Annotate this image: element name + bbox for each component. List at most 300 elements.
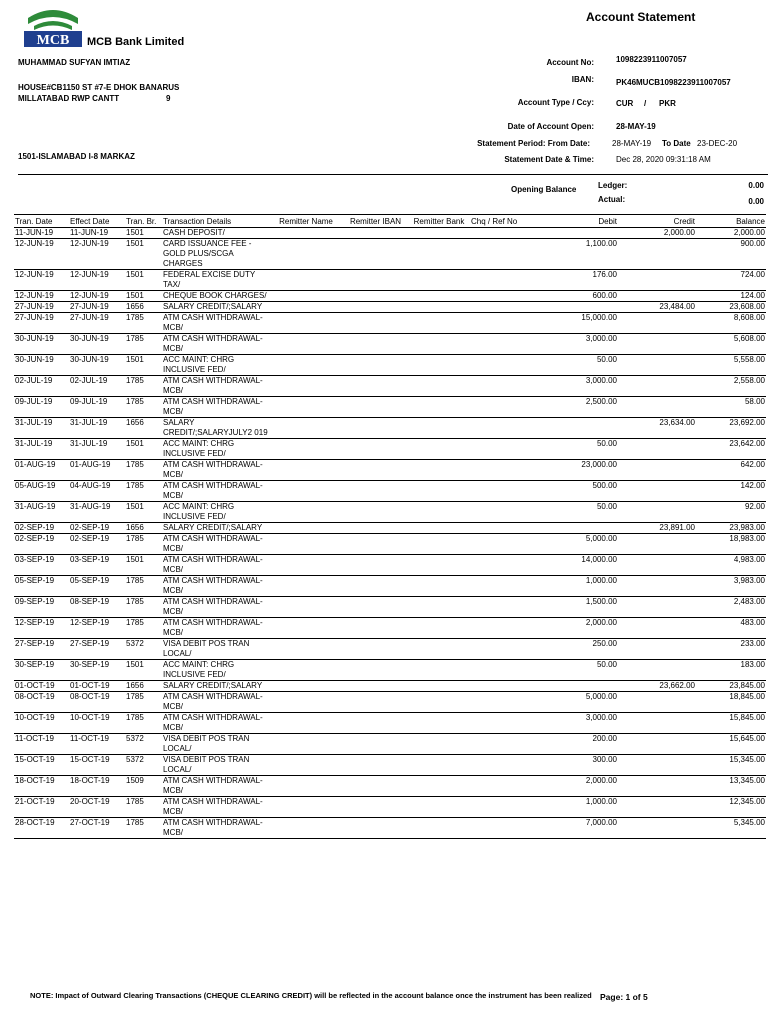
- cell-transaction-details: ATM CASH WITHDRAWAL-MCB/: [162, 818, 269, 839]
- cell-chq-ref: [470, 597, 542, 618]
- cell-balance: 58.00: [696, 397, 766, 418]
- cell-remitter-name: [269, 270, 343, 291]
- cell-tran-branch: 1785: [125, 576, 162, 597]
- cell-balance: 5,608.00: [696, 334, 766, 355]
- cell-remitter-iban: [343, 302, 408, 313]
- cell-balance: 13,345.00: [696, 776, 766, 797]
- address-line-1: HOUSE#CB1150 ST #7-E DHOK BANARUS: [18, 83, 180, 92]
- cell-debit: 14,000.00: [542, 555, 618, 576]
- table-row: [14, 660, 766, 681]
- cell-balance: 233.00: [696, 639, 766, 660]
- cell-remitter-iban: [343, 555, 408, 576]
- cell-effect-date: 01-OCT-19: [69, 681, 125, 692]
- cell-tran-date: 05-AUG-19: [14, 481, 69, 502]
- cell-remitter-bank: [408, 291, 470, 302]
- address-line-2-extra: 9: [166, 94, 171, 103]
- cell-credit: 23,891.00: [618, 523, 696, 534]
- cell-tran-branch: 1501: [125, 660, 162, 681]
- cell-remitter-bank: [408, 239, 470, 270]
- cell-tran-date: 02-SEP-19: [14, 534, 69, 555]
- cell-effect-date: 27-OCT-19: [69, 818, 125, 839]
- statement-datetime: Dec 28, 2020 09:31:18 AM: [616, 155, 711, 164]
- cell-tran-branch: 1785: [125, 597, 162, 618]
- customer-name: MUHAMMAD SUFYAN IMTIAZ: [18, 58, 131, 67]
- cell-remitter-bank: [408, 639, 470, 660]
- cell-tran-date: 02-JUL-19: [14, 376, 69, 397]
- transactions-table: [14, 214, 766, 839]
- cell-remitter-bank: [408, 618, 470, 639]
- cell-tran-date: 30-SEP-19: [14, 660, 69, 681]
- cell-remitter-bank: [408, 818, 470, 839]
- cell-remitter-bank: [408, 797, 470, 818]
- table-row: [14, 239, 766, 270]
- table-row: [14, 692, 766, 713]
- cell-remitter-bank: [408, 597, 470, 618]
- col-chq-ref: Chq / Ref No: [470, 215, 542, 228]
- cell-remitter-bank: [408, 534, 470, 555]
- cell-tran-branch: 1656: [125, 523, 162, 534]
- cell-remitter-bank: [408, 755, 470, 776]
- cell-transaction-details: SALARY CREDIT/;SALARY: [162, 523, 269, 534]
- cell-remitter-name: [269, 418, 343, 439]
- cell-tran-date: 12-JUN-19: [14, 291, 69, 302]
- cell-tran-branch: 1785: [125, 334, 162, 355]
- cell-remitter-name: [269, 713, 343, 734]
- cell-effect-date: 01-AUG-19: [69, 460, 125, 481]
- table-row: [14, 639, 766, 660]
- cell-remitter-iban: [343, 660, 408, 681]
- cell-balance: 23,983.00: [696, 523, 766, 534]
- cell-tran-date: 08-OCT-19: [14, 692, 69, 713]
- cell-balance: 142.00: [696, 481, 766, 502]
- cell-remitter-name: [269, 291, 343, 302]
- cell-tran-date: 15-OCT-19: [14, 755, 69, 776]
- cell-tran-date: 27-SEP-19: [14, 639, 69, 660]
- cell-chq-ref: [470, 355, 542, 376]
- cell-effect-date: 20-OCT-19: [69, 797, 125, 818]
- cell-chq-ref: [470, 555, 542, 576]
- cell-debit: 1,100.00: [542, 239, 618, 270]
- cell-transaction-details: CHEQUE BOOK CHARGES/: [162, 291, 269, 302]
- cell-effect-date: 02-SEP-19: [69, 534, 125, 555]
- cell-effect-date: 27-JUN-19: [69, 302, 125, 313]
- table-row: [14, 555, 766, 576]
- cell-tran-branch: 5372: [125, 755, 162, 776]
- cell-tran-date: 12-JUN-19: [14, 239, 69, 270]
- cell-remitter-bank: [408, 228, 470, 239]
- cell-transaction-details: ATM CASH WITHDRAWAL-MCB/: [162, 334, 269, 355]
- cell-transaction-details: ACC MAINT: CHRG INCLUSIVE FED/: [162, 355, 269, 376]
- cell-remitter-bank: [408, 313, 470, 334]
- cell-effect-date: 12-SEP-19: [69, 618, 125, 639]
- cell-effect-date: 30-JUN-19: [69, 355, 125, 376]
- cell-remitter-iban: [343, 418, 408, 439]
- cell-tran-branch: 1509: [125, 776, 162, 797]
- cell-chq-ref: [470, 734, 542, 755]
- cell-debit: 2,000.00: [542, 618, 618, 639]
- cell-transaction-details: ATM CASH WITHDRAWAL-MCB/: [162, 618, 269, 639]
- cell-tran-date: 01-AUG-19: [14, 460, 69, 481]
- cell-transaction-details: ATM CASH WITHDRAWAL-MCB/: [162, 534, 269, 555]
- cell-debit: 1,000.00: [542, 797, 618, 818]
- cell-remitter-bank: [408, 460, 470, 481]
- cell-tran-branch: 1656: [125, 418, 162, 439]
- cell-transaction-details: VISA DEBIT POS TRAN LOCAL/: [162, 755, 269, 776]
- cell-remitter-iban: [343, 313, 408, 334]
- cell-remitter-iban: [343, 734, 408, 755]
- cell-remitter-bank: [408, 334, 470, 355]
- cell-remitter-bank: [408, 481, 470, 502]
- cell-effect-date: 08-SEP-19: [69, 597, 125, 618]
- cell-tran-branch: 1785: [125, 376, 162, 397]
- cell-debit: 200.00: [542, 734, 618, 755]
- table-row: [14, 313, 766, 334]
- cell-remitter-iban: [343, 597, 408, 618]
- statement-datetime-label: Statement Date & Time:: [504, 155, 594, 164]
- cell-debit: 300.00: [542, 755, 618, 776]
- cell-transaction-details: ATM CASH WITHDRAWAL-MCB/: [162, 692, 269, 713]
- col-remitter-bank: Remitter Bank: [408, 215, 470, 228]
- cell-remitter-iban: [343, 334, 408, 355]
- cell-remitter-name: [269, 692, 343, 713]
- cell-remitter-iban: [343, 439, 408, 460]
- cell-credit: [618, 618, 696, 639]
- cell-credit: [618, 502, 696, 523]
- cell-chq-ref: [470, 376, 542, 397]
- cell-debit: 1,500.00: [542, 597, 618, 618]
- cell-debit: 176.00: [542, 270, 618, 291]
- col-transaction-details: Transaction Details: [162, 215, 269, 228]
- cell-balance: 642.00: [696, 460, 766, 481]
- cell-transaction-details: ACC MAINT: CHRG INCLUSIVE FED/: [162, 502, 269, 523]
- cell-remitter-name: [269, 397, 343, 418]
- cell-remitter-name: [269, 376, 343, 397]
- cell-credit: [618, 639, 696, 660]
- cell-tran-date: 03-SEP-19: [14, 555, 69, 576]
- cell-balance: 23,642.00: [696, 439, 766, 460]
- cell-transaction-details: ATM CASH WITHDRAWAL-MCB/: [162, 397, 269, 418]
- cell-credit: 23,634.00: [618, 418, 696, 439]
- cell-tran-date: 31-JUL-19: [14, 439, 69, 460]
- cell-remitter-bank: [408, 376, 470, 397]
- cell-chq-ref: [470, 713, 542, 734]
- cell-credit: 23,662.00: [618, 681, 696, 692]
- cell-transaction-details: ATM CASH WITHDRAWAL-MCB/: [162, 797, 269, 818]
- cell-debit: 15,000.00: [542, 313, 618, 334]
- cell-remitter-name: [269, 534, 343, 555]
- cell-effect-date: 31-JUL-19: [69, 439, 125, 460]
- cell-remitter-name: [269, 755, 343, 776]
- cell-effect-date: 31-AUG-19: [69, 502, 125, 523]
- cell-balance: 92.00: [696, 502, 766, 523]
- cell-transaction-details: SALARY CREDIT/;SALARY: [162, 681, 269, 692]
- cell-remitter-bank: [408, 681, 470, 692]
- cell-remitter-name: [269, 597, 343, 618]
- cell-tran-branch: 5372: [125, 639, 162, 660]
- cell-effect-date: 12-JUN-19: [69, 239, 125, 270]
- opening-balance-label: Opening Balance: [511, 185, 577, 194]
- cell-balance: 724.00: [696, 270, 766, 291]
- branch-name: 1501-ISLAMABAD I-8 MARKAZ: [18, 152, 135, 161]
- cell-transaction-details: ATM CASH WITHDRAWAL-MCB/: [162, 313, 269, 334]
- cell-remitter-iban: [343, 713, 408, 734]
- cell-chq-ref: [470, 618, 542, 639]
- cell-debit: [542, 523, 618, 534]
- footer-note: NOTE: Impact of Outward Clearing Transactions (CHEQUE CLEARING CREDIT) will be reflected in the account balance once the instrument has been realized: [30, 991, 592, 1000]
- cell-chq-ref: [470, 481, 542, 502]
- cell-effect-date: 27-JUN-19: [69, 313, 125, 334]
- cell-balance: 124.00: [696, 291, 766, 302]
- cell-debit: 3,000.00: [542, 713, 618, 734]
- cell-balance: 12,345.00: [696, 797, 766, 818]
- cell-remitter-iban: [343, 818, 408, 839]
- cell-chq-ref: [470, 681, 542, 692]
- cell-tran-date: 30-JUN-19: [14, 355, 69, 376]
- cell-balance: 23,692.00: [696, 418, 766, 439]
- cell-tran-date: 09-SEP-19: [14, 597, 69, 618]
- open-date: 28-MAY-19: [616, 122, 656, 131]
- cell-tran-date: 12-JUN-19: [14, 270, 69, 291]
- cell-effect-date: 15-OCT-19: [69, 755, 125, 776]
- cell-remitter-name: [269, 797, 343, 818]
- cell-credit: 23,484.00: [618, 302, 696, 313]
- cell-balance: 23,608.00: [696, 302, 766, 313]
- cell-credit: 2,000.00: [618, 228, 696, 239]
- col-debit: Debit: [542, 215, 618, 228]
- cell-remitter-iban: [343, 523, 408, 534]
- cell-chq-ref: [470, 291, 542, 302]
- currency: PKR: [659, 99, 676, 108]
- cell-effect-date: 05-SEP-19: [69, 576, 125, 597]
- cell-tran-branch: 1785: [125, 460, 162, 481]
- cell-tran-branch: 1785: [125, 534, 162, 555]
- cell-remitter-bank: [408, 576, 470, 597]
- cell-debit: 2,000.00: [542, 776, 618, 797]
- cell-chq-ref: [470, 313, 542, 334]
- cell-remitter-name: [269, 313, 343, 334]
- cell-remitter-bank: [408, 692, 470, 713]
- cell-remitter-iban: [343, 270, 408, 291]
- table-row: [14, 460, 766, 481]
- cell-credit: [618, 376, 696, 397]
- cell-effect-date: 11-OCT-19: [69, 734, 125, 755]
- cell-transaction-details: CASH DEPOSIT/: [162, 228, 269, 239]
- cell-effect-date: 30-JUN-19: [69, 334, 125, 355]
- cell-tran-date: 02-SEP-19: [14, 523, 69, 534]
- cell-credit: [618, 797, 696, 818]
- col-balance: Balance: [696, 215, 766, 228]
- cell-remitter-iban: [343, 376, 408, 397]
- cell-chq-ref: [470, 270, 542, 291]
- cell-tran-date: 27-JUN-19: [14, 302, 69, 313]
- cell-credit: [618, 597, 696, 618]
- cell-chq-ref: [470, 334, 542, 355]
- cell-balance: 483.00: [696, 618, 766, 639]
- table-row: [14, 734, 766, 755]
- cell-chq-ref: [470, 418, 542, 439]
- cell-balance: 15,345.00: [696, 755, 766, 776]
- cell-chq-ref: [470, 755, 542, 776]
- cell-tran-date: 11-OCT-19: [14, 734, 69, 755]
- cell-debit: [542, 302, 618, 313]
- cell-chq-ref: [470, 523, 542, 534]
- cell-transaction-details: ATM CASH WITHDRAWAL-MCB/: [162, 597, 269, 618]
- table-row: [14, 502, 766, 523]
- cell-credit: [618, 270, 696, 291]
- cell-tran-branch: 1785: [125, 692, 162, 713]
- cell-tran-branch: 1501: [125, 502, 162, 523]
- cell-chq-ref: [470, 576, 542, 597]
- cell-remitter-bank: [408, 302, 470, 313]
- account-type-label: Account Type / Ccy:: [517, 98, 594, 107]
- cell-effect-date: 27-SEP-19: [69, 639, 125, 660]
- table-row: [14, 291, 766, 302]
- cell-debit: 50.00: [542, 502, 618, 523]
- cell-tran-branch: 5372: [125, 734, 162, 755]
- actual-value: 0.00: [748, 197, 764, 206]
- cell-chq-ref: [470, 439, 542, 460]
- cell-chq-ref: [470, 534, 542, 555]
- cell-balance: 2,483.00: [696, 597, 766, 618]
- cell-tran-branch: 1785: [125, 397, 162, 418]
- cell-chq-ref: [470, 692, 542, 713]
- cell-remitter-iban: [343, 692, 408, 713]
- cell-debit: 3,000.00: [542, 376, 618, 397]
- cell-transaction-details: ATM CASH WITHDRAWAL-MCB/: [162, 776, 269, 797]
- cell-balance: 5,345.00: [696, 818, 766, 839]
- col-credit: Credit: [618, 215, 696, 228]
- cell-chq-ref: [470, 639, 542, 660]
- cell-tran-branch: 1501: [125, 270, 162, 291]
- table-row: [14, 755, 766, 776]
- cell-transaction-details: SALARY CREDIT/;SALARYJULY2 019: [163, 418, 268, 437]
- cell-chq-ref: [470, 660, 542, 681]
- cell-remitter-iban: [343, 397, 408, 418]
- cell-tran-branch: 1785: [125, 313, 162, 334]
- cell-chq-ref: [470, 239, 542, 270]
- cell-credit: [618, 692, 696, 713]
- cell-tran-date: 27-JUN-19: [14, 313, 69, 334]
- cell-transaction-details: SALARY CREDIT/;SALARY: [162, 302, 269, 313]
- cell-tran-date: 11-JUN-19: [14, 228, 69, 239]
- cell-tran-date: 31-JUL-19: [14, 418, 69, 439]
- cell-remitter-bank: [408, 355, 470, 376]
- cell-credit: [618, 776, 696, 797]
- cell-tran-branch: 1785: [125, 818, 162, 839]
- cell-remitter-bank: [408, 713, 470, 734]
- cell-chq-ref: [470, 460, 542, 481]
- col-tran-branch: Tran. Br.: [125, 215, 162, 228]
- cell-debit: 7,000.00: [542, 818, 618, 839]
- cell-remitter-name: [269, 460, 343, 481]
- table-row: [14, 776, 766, 797]
- cell-credit: [618, 534, 696, 555]
- table-row: [14, 334, 766, 355]
- cell-transaction-details: ATM CASH WITHDRAWAL-MCB/: [162, 481, 269, 502]
- table-row: [14, 797, 766, 818]
- cell-debit: 50.00: [542, 355, 618, 376]
- cell-transaction-details: CARD ISSUANCE FEE - GOLD PLUS/SCGA CHARGES: [162, 239, 269, 270]
- cell-remitter-name: [269, 660, 343, 681]
- cell-debit: 5,000.00: [542, 692, 618, 713]
- cell-credit: [618, 734, 696, 755]
- table-row: [14, 713, 766, 734]
- cell-debit: 50.00: [542, 439, 618, 460]
- cell-remitter-bank: [408, 418, 470, 439]
- cell-effect-date: 10-OCT-19: [69, 713, 125, 734]
- cell-credit: [618, 755, 696, 776]
- cell-effect-date: 02-JUL-19: [69, 376, 125, 397]
- cell-remitter-iban: [343, 776, 408, 797]
- cell-remitter-iban: [343, 797, 408, 818]
- cell-balance: 3,983.00: [696, 576, 766, 597]
- cell-balance: 23,845.00: [696, 681, 766, 692]
- cell-chq-ref: [470, 397, 542, 418]
- cell-effect-date: 09-JUL-19: [69, 397, 125, 418]
- cell-credit: [618, 355, 696, 376]
- cell-chq-ref: [470, 228, 542, 239]
- cell-effect-date: 12-JUN-19: [69, 291, 125, 302]
- table-row: [14, 228, 766, 239]
- cell-debit: 23,000.00: [542, 460, 618, 481]
- cell-debit: 50.00: [542, 660, 618, 681]
- cell-debit: 5,000.00: [542, 534, 618, 555]
- cell-remitter-name: [269, 334, 343, 355]
- cell-effect-date: 02-SEP-19: [69, 523, 125, 534]
- logo-text: MCB: [36, 33, 70, 48]
- cell-balance: 2,558.00: [696, 376, 766, 397]
- cell-credit: [618, 555, 696, 576]
- cell-remitter-name: [269, 818, 343, 839]
- statement-period-label: Statement Period: From Date:: [477, 139, 590, 148]
- table-row: [14, 523, 766, 534]
- cell-remitter-name: [269, 355, 343, 376]
- cell-balance: 900.00: [696, 239, 766, 270]
- cell-tran-date: 28-OCT-19: [14, 818, 69, 839]
- table-row: [14, 439, 766, 460]
- actual-label: Actual:: [598, 195, 626, 204]
- cell-tran-branch: 1501: [125, 228, 162, 239]
- cell-transaction-details: VISA DEBIT POS TRAN LOCAL/: [162, 639, 269, 660]
- cell-remitter-iban: [343, 755, 408, 776]
- account-type-separator: /: [644, 99, 647, 108]
- header-divider: [18, 174, 768, 175]
- cell-balance: 8,608.00: [696, 313, 766, 334]
- cell-transaction-details: ACC MAINT: CHRG INCLUSIVE FED/: [162, 439, 269, 460]
- cell-balance: 15,645.00: [696, 734, 766, 755]
- address-line-2: MILLATABAD RWP CANTT: [18, 94, 120, 103]
- iban-value: PK46MUCB1098223911007057: [616, 78, 731, 87]
- cell-effect-date: 03-SEP-19: [69, 555, 125, 576]
- table-row: [14, 534, 766, 555]
- table-row: [14, 270, 766, 291]
- account-no: 1098223911007057: [616, 55, 687, 64]
- cell-balance: 183.00: [696, 660, 766, 681]
- table-row: [14, 418, 766, 439]
- account-type: CUR: [616, 99, 634, 108]
- cell-debit: 500.00: [542, 481, 618, 502]
- table-row: [14, 597, 766, 618]
- cell-remitter-iban: [343, 576, 408, 597]
- cell-remitter-name: [269, 618, 343, 639]
- cell-tran-branch: 1501: [125, 555, 162, 576]
- cell-credit: [618, 713, 696, 734]
- cell-tran-branch: 1501: [125, 291, 162, 302]
- cell-transaction-details: VISA DEBIT POS TRAN LOCAL/: [162, 734, 269, 755]
- cell-tran-date: 18-OCT-19: [14, 776, 69, 797]
- cell-transaction-details: ATM CASH WITHDRAWAL-MCB/: [162, 576, 269, 597]
- cell-transaction-details: ATM CASH WITHDRAWAL-MCB/: [162, 460, 269, 481]
